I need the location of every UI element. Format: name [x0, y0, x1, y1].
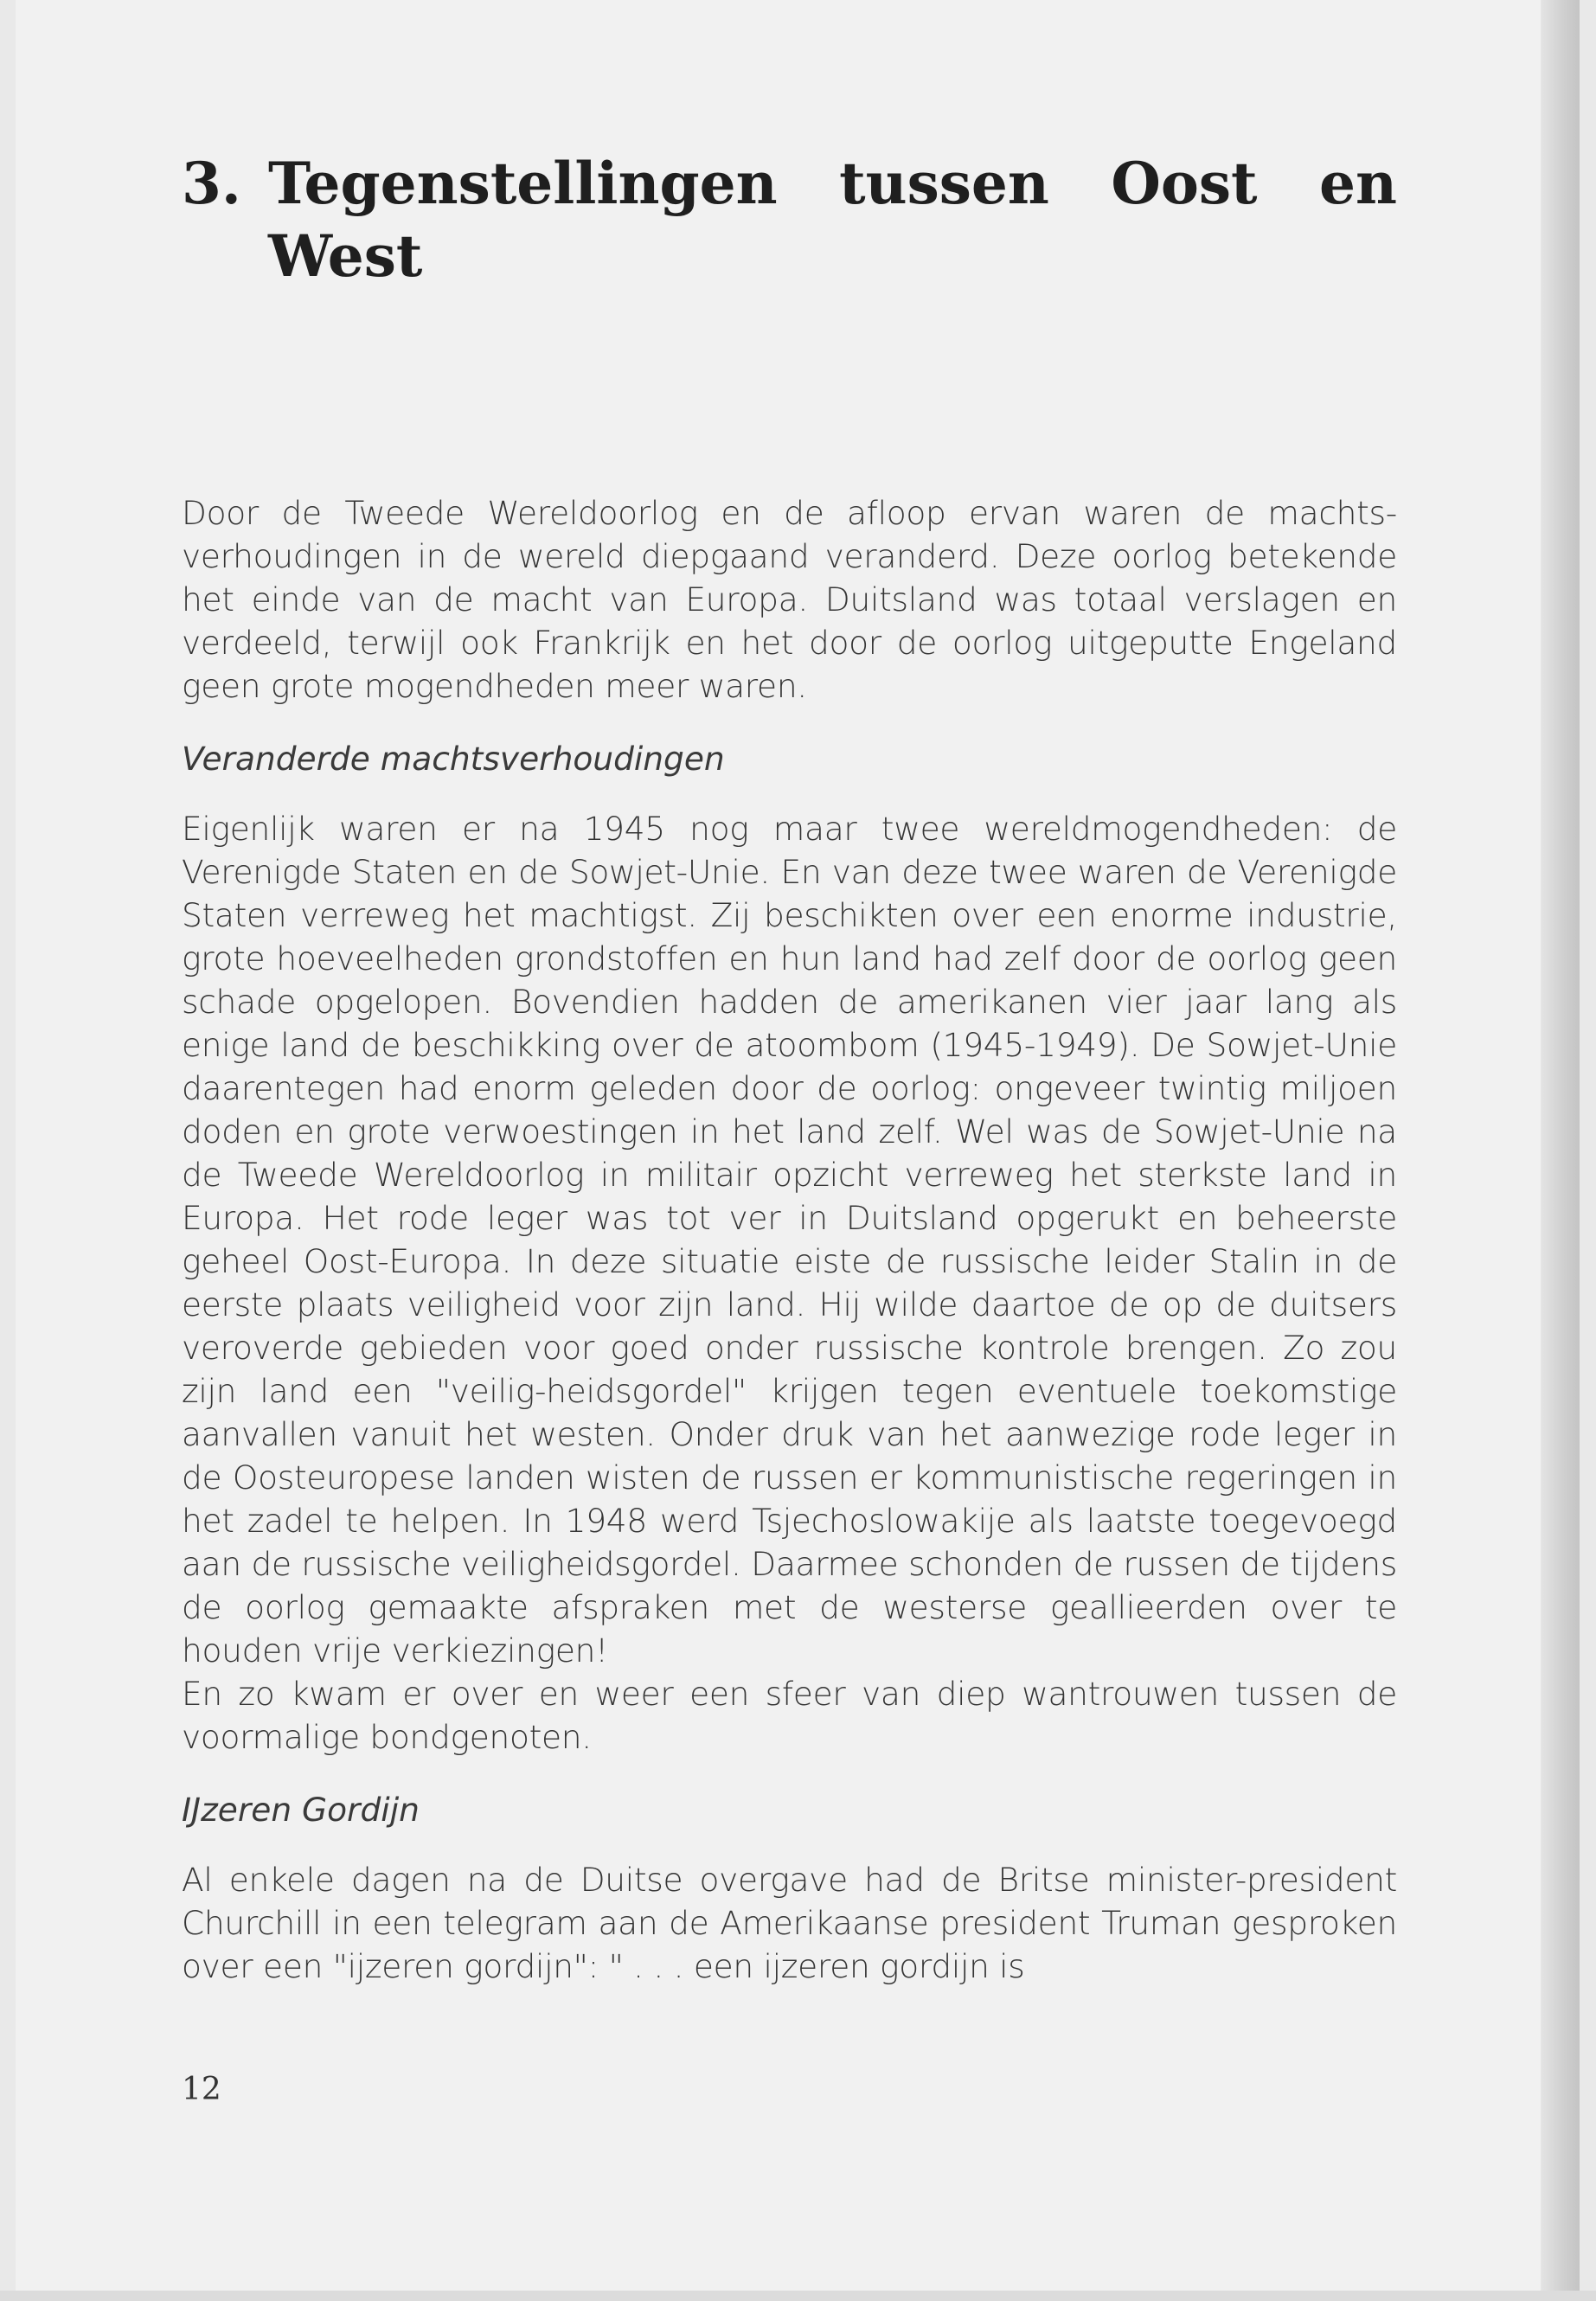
section1-paragraph-1: Eigenlijk waren er na 1945 nog maar twee wereldmogendheden: de Verenigde Staten en de Sowjet-Unie. En van deze twee waren de Verenigde Staten verreweg het machtigst. Zij beschikten over een enorme industrie, grote hoeveelheden grondstoffen en hun land had zelf door de oorlog geen schade opgelopen. Bovendien hadden de amerikanen vier jaar lang als enige land de beschikking over de atoombom (1945-1949). De Sowjet-Unie daarentegen had enorm geleden door de oorlog: ongeveer twintig miljoen doden en grote verwoestingen in het land zelf. Wel was de Sowjet-Unie na de Tweede Wereldoorlog in militair opzicht verreweg het sterkste land in Europa. Het rode leger was tot ver in Duitsland opgerukt en beheerste geheel Oost-Europa. In deze situatie eiste de russische leider Stalin in de eerste plaats veiligheid voor zijn land. Hij wilde daartoe de op de duitsers veroverde gebieden voor goed onder russische kontrole brengen. Zo zou zijn land een "veilig-heidsgordel" krijgen tegen eventuele toekomstige aanvallen vanuit het westen. Onder druk van het aanwezige rode leger in de Oosteuropese landen wisten de russen er kommunistische regeringen in het zadel te helpen. In 1948 werd Tsjechoslowakije als laatste toegevoegd aan de russische veiligheidsgordel. Daarmee schonden de russen de tijdens de oorlog gemaakte afspraken met de westerse geallieerden over te houden vrije verkiezingen! — [182, 810, 1397, 1670]
intro-paragraph: Door de Tweede Wereldoorlog en de afloop ervan waren de machts-verhoudingen in de wereld diepgaand veranderd. Deze oorlog betekende het einde van de macht van Europa. Duitsland was totaal verslagen en verdeeld, terwijl ook Frankrijk en het door de oorlog uitgeputte Engeland geen grote mogendheden meer waren. — [182, 494, 1397, 705]
page-edge-shadow — [1541, 0, 1580, 2301]
section-heading-ijzeren-gordijn: IJzeren Gordijn — [182, 1791, 420, 1829]
section2-paragraph-1: Al enkele dagen na de Duitse overgave had de Britse minister-president Churchill in een telegram aan de Amerikaanse president Truman gesproken over een "ijzeren gordijn": " . . . een ijzeren gordijn is — [182, 1861, 1397, 1985]
page-content — [182, 147, 1397, 1988]
page-number: 12 — [182, 2072, 221, 2107]
page-bottom-edge — [0, 2291, 1596, 2301]
chapter-number: 3. — [182, 150, 241, 217]
section1-paragraph-2: En zo kwam er over en weer een sfeer van diep wantrouwen tussen de voormalige bondgenoten. — [182, 1675, 1397, 1756]
chapter-title — [182, 147, 1397, 292]
section-heading-veranderde-machtsverhoudingen: Veranderde machtsverhoudingen — [182, 740, 725, 778]
chapter-title-text: Tegenstellingen tussen Oost en West — [268, 150, 1397, 290]
